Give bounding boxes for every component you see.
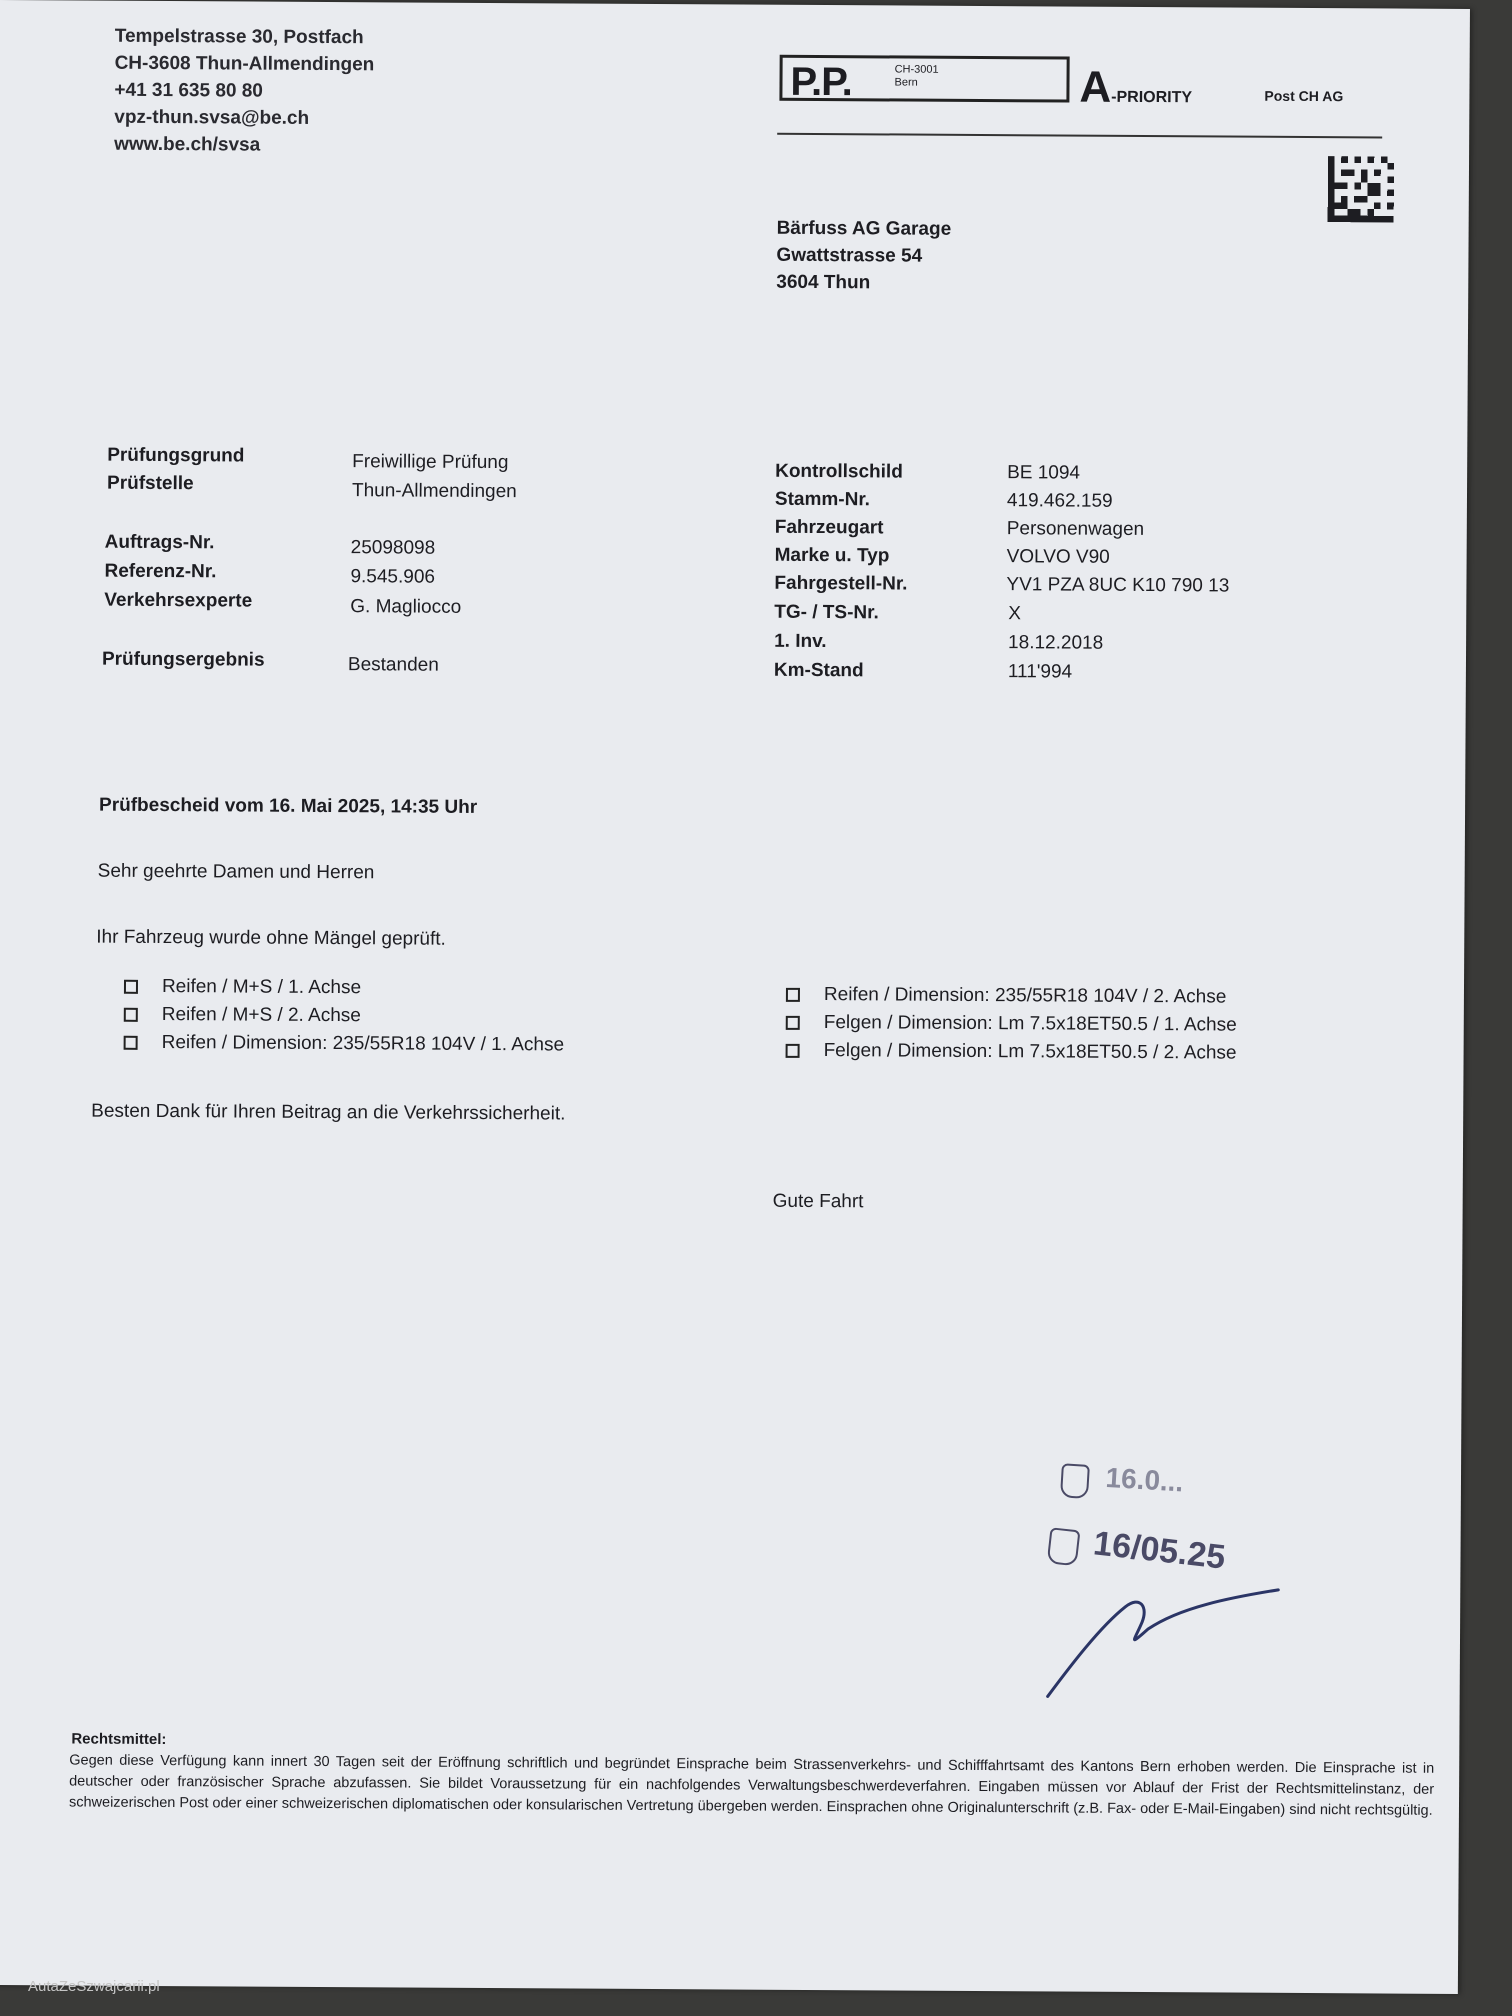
field-label: Prüfstelle — [106, 472, 194, 495]
thanks-text: Besten Dank für Ihren Beitrag an die Verkehrssicherheit. — [91, 1100, 566, 1125]
recipient-line: 3604 Thun — [776, 271, 871, 294]
options-left — [124, 973, 565, 1060]
option-item: Reifen / Dimension: 235/55R18 104V / 1. Achse — [124, 1029, 565, 1060]
field-value: G. Magliocco — [350, 596, 462, 618]
watermark-text: AutaZeSzwajcarii.pl — [28, 1978, 160, 1995]
sender-line: CH-3608 Thun-Allmendingen — [114, 52, 375, 76]
datamatrix-code-icon — [1327, 156, 1395, 222]
pp-label: P.P. — [790, 59, 852, 105]
option-item: Reifen / M+S / 1. Achse — [124, 973, 565, 1004]
checkbox-icon — [124, 980, 138, 994]
field-value: Personenwagen — [1006, 518, 1145, 540]
pp-place: CH-3001 Bern — [894, 63, 939, 89]
option-item: Felgen / Dimension: Lm 7.5x18ET50.5 / 2. Achse — [786, 1037, 1237, 1068]
checkbox-icon — [124, 1036, 138, 1050]
field-value: 18.12.2018 — [1008, 632, 1104, 654]
options-right — [786, 981, 1237, 1068]
field-label: Verkehrsexperte — [104, 589, 253, 612]
field-label: Marke u. Typ — [774, 544, 890, 567]
postage-divider — [777, 133, 1382, 139]
field-label: Referenz-Nr. — [104, 560, 217, 583]
field-value: VOLVO V90 — [1006, 546, 1110, 568]
intro-text: Ihr Fahrzeug wurde ohne Mängel geprüft. — [96, 926, 446, 950]
legal-title: Rechtsmittel: — [71, 1730, 167, 1749]
field-label: Km-Stand — [773, 659, 864, 682]
pp-box — [779, 55, 1069, 103]
checkbox-icon — [786, 1016, 800, 1030]
option-item: Reifen / Dimension: 235/55R18 104V / 2. Achse — [786, 981, 1237, 1012]
field-label: Stamm-Nr. — [774, 488, 871, 511]
closing-text: Gute Fahrt — [772, 1190, 864, 1213]
field-label: TG- / TS-Nr. — [774, 601, 879, 624]
field-label: Fahrzeugart — [774, 516, 884, 539]
field-label: Fahrgestell-Nr. — [774, 572, 908, 595]
field-value: Bestanden — [347, 654, 439, 676]
stamp-date: 16.0... — [1104, 1461, 1185, 1498]
sender-line: vpz-thun.svsa@be.ch — [114, 106, 310, 129]
stamp-date: 16/05.25 — [1091, 1524, 1228, 1577]
stamp-emblem-icon — [1047, 1527, 1081, 1566]
field-value: Freiwillige Prüfung — [352, 451, 509, 474]
checkbox-icon — [124, 1008, 138, 1022]
post-ch-label: Post CH AG — [1264, 87, 1344, 105]
field-value: BE 1094 — [1007, 462, 1081, 484]
field-value: YV1 PZA 8UC K10 790 13 — [1006, 574, 1230, 597]
sender-line: +41 31 635 80 80 — [114, 79, 263, 102]
field-label: Prüfungsergebnis — [101, 648, 265, 671]
checkbox-icon — [786, 988, 800, 1002]
field-label: Prüfungsgrund — [107, 444, 245, 467]
checkbox-icon — [786, 1044, 800, 1058]
stamp-emblem-icon — [1060, 1463, 1090, 1499]
a-priority-label: A-PRIORITY — [1079, 62, 1193, 112]
date-stamp-top — [1060, 1459, 1184, 1504]
option-item: Reifen / M+S / 2. Achse — [124, 1001, 565, 1032]
field-label: Kontrollschild — [775, 460, 903, 483]
field-label: Auftrags-Nr. — [104, 531, 215, 554]
field-label: 1. Inv. — [774, 630, 827, 653]
sender-line: Tempelstrasse 30, Postfach — [114, 25, 364, 49]
field-value: X — [1008, 603, 1022, 625]
sender-line: www.be.ch/svsa — [114, 133, 261, 156]
field-value: 9.545.906 — [350, 566, 436, 588]
field-value: 25098098 — [350, 537, 436, 559]
document-heading: Prüfbescheid vom 16. Mai 2025, 14:35 Uhr — [99, 794, 478, 818]
recipient-address — [776, 215, 951, 297]
postage-mark — [779, 55, 1384, 112]
field-value: 111'994 — [1007, 661, 1073, 683]
signature — [1030, 1566, 1291, 1708]
recipient-line: Gwattstrasse 54 — [776, 244, 923, 267]
field-value: Thun-Allmendingen — [351, 480, 517, 503]
sender-address — [114, 23, 375, 160]
field-value: 419.462.159 — [1006, 490, 1113, 512]
option-item: Felgen / Dimension: Lm 7.5x18ET50.5 / 1. Achse — [786, 1009, 1237, 1040]
legal-text: Gegen diese Verfügung kann innert 30 Tagen seit der Eröffnung schriftlich und begründet Einsprache beim Strassenverkehrs- und Schifffahrtsamt des Kantons Bern erhoben werden. Die Einsprache ist in deutscher oder französischer Sprache abzufassen. Sie bildet Voraussetzung für ein nachfolgendes Verwaltungsbeschwerdeverfahren. Eingaben müssen vor Ablauf der Frist der Rechtsmittelinstanz, der schweizerischen Post oder einer schweizerischen diplomatischen oder konsularischen Vertretung übergeben werden. Einsprachen ohne Originalunterschrift (z.B. Fax- oder E-Mail-Eingaben) sind nicht rechtsgültig. — [68, 1752, 1435, 1819]
recipient-line: Bärfuss AG Garage — [776, 217, 952, 240]
salutation: Sehr geehrte Damen und Herren — [97, 860, 375, 884]
